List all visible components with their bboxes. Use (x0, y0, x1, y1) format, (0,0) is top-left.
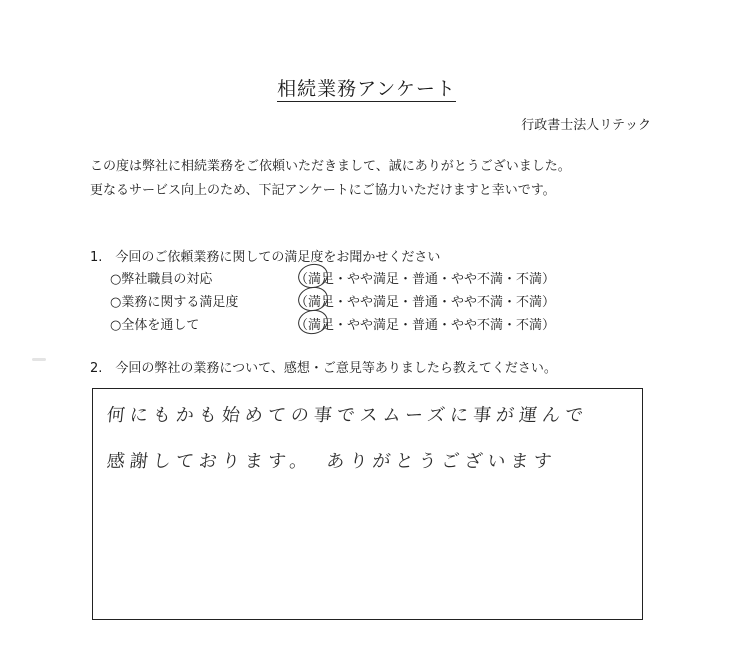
intro-line-2: 更なるサービス向上のため、下記アンケートにご協力いただけますと幸いです。 (90, 183, 556, 198)
question-1-heading: 1. 今回のご依頼業務に関しての満足度をお聞かせください (90, 250, 441, 265)
company-name: 行政書士法人リテック (521, 118, 651, 133)
scan-smudge (32, 358, 46, 361)
intro-line-1: この度は弊社に相続業務をご依頼いただきまして、誠にありがとうございました。 (90, 159, 571, 174)
question-1-row-label: ○業務に関する満足度 (110, 295, 239, 310)
question-2-heading: 2. 今回の弊社の業務について、感想・ご意見等ありましたら教えてください。 (90, 361, 557, 376)
answer-box (92, 388, 643, 620)
question-1-row-scale: （満足・やや満足・普通・やや不満・不満） (295, 318, 556, 333)
handwritten-answer-line-2: 感謝しております。 ありがとうございます (105, 451, 558, 472)
question-1-row-label: ○弊社職員の対応 (110, 272, 213, 287)
question-1-row-label: ○全体を通して (110, 318, 200, 333)
question-1-row-scale: （満足・やや満足・普通・やや不満・不満） (295, 295, 556, 310)
handwritten-answer-line-1: 何にもかも始めての事でスムーズに事が運んで (105, 405, 590, 426)
question-1-row-scale: （満足・やや満足・普通・やや不満・不満） (295, 272, 556, 287)
survey-title: 相続業務アンケート (277, 78, 456, 100)
